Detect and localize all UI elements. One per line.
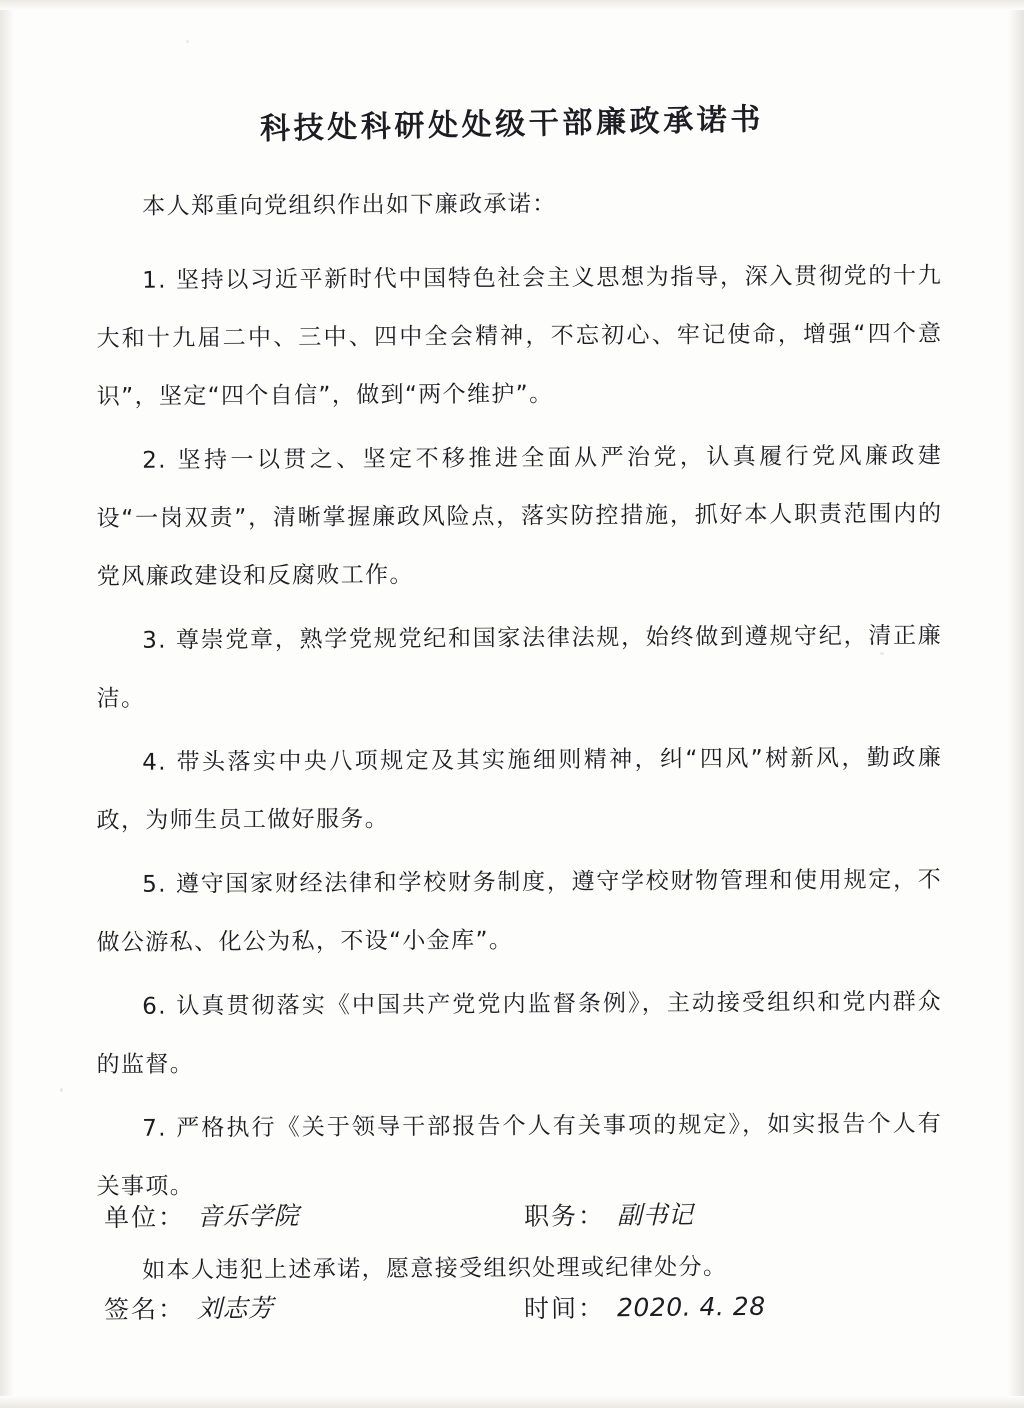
date-field [524, 1287, 766, 1326]
position-value: 副书记 [616, 1200, 694, 1230]
signature-block [104, 1196, 934, 1380]
page-edge-shadow-bottom [0, 1396, 1024, 1408]
position-field [524, 1195, 694, 1233]
commitment-item-7: 7. 严格执行《关于领导干部报告个人有关事项的规定》，如实报告个人有关事项。 [96, 1110, 943, 1200]
name-field [104, 1286, 524, 1326]
page-edge-shadow-top [0, 0, 1024, 10]
commitment-item-6: 6. 认真贯彻落实《中国共产党党内监督条例》，主动接受组织和党内群众的监督。 [96, 988, 943, 1078]
page-edge-shadow-left [0, 0, 14, 1408]
commitment-item-3: 3. 尊崇党章，熟学党规党纪和国家法律法规，始终做到遵规守纪，清正廉洁。 [96, 622, 943, 712]
commitment-item-5: 5. 遵守国家财经法律和学校财务制度，遵守学校财物管理和使用规定，不做公游私、化公为私，不设“小金库”。 [96, 866, 943, 956]
unit-field [104, 1194, 524, 1234]
scan-speck [186, 40, 189, 43]
signature-name-value: 刘志芳 [196, 1293, 274, 1324]
position-label: 职务： [523, 1201, 606, 1231]
commitment-item-1: 1. 坚持以习近平新时代中国特色社会主义思想为指导，深入贯彻党的十九大和十九届二中、三中、四中全会精神，不忘初心、牢记使命，增强“四个意识”，坚定“四个自信”，做到“两个维护”。 [96, 262, 943, 410]
signature-row-name-date [104, 1288, 934, 1324]
signature-row-unit-position [104, 1196, 934, 1232]
document-body [96, 178, 942, 1310]
date-label: 时间： [523, 1293, 606, 1324]
commitment-item-4: 4. 带头落实中央八项规定及其实施细则精神，纠“四风”树新风，勤政廉政，为师生员工做好服务。 [96, 744, 943, 834]
commitment-item-2: 2. 坚持一以贯之、坚定不移推进全面从严治党，认真履行党风廉政建设“一岗双责”，清晰掌握廉政风险点，落实防控措施，抓好本人职责范围内的党风廉政建设和反腐败工作。 [96, 442, 943, 590]
closing-statement: 如本人违犯上述承诺，愿意接受组织处理或纪律处分。 [142, 1254, 728, 1284]
lead-paragraph: 本人郑重向党组织作出如下廉政承诺： [142, 191, 557, 220]
date-value: 2020. 4. 28 [616, 1291, 766, 1323]
unit-value: 音乐学院 [196, 1201, 300, 1232]
unit-label: 单位： [103, 1202, 186, 1233]
scan-speck [60, 1088, 63, 1092]
page-title: 科技处科研处处级干部廉政承诺书 [259, 102, 765, 147]
name-label: 签名： [103, 1294, 186, 1325]
page-edge-shadow-right [1008, 0, 1024, 1408]
